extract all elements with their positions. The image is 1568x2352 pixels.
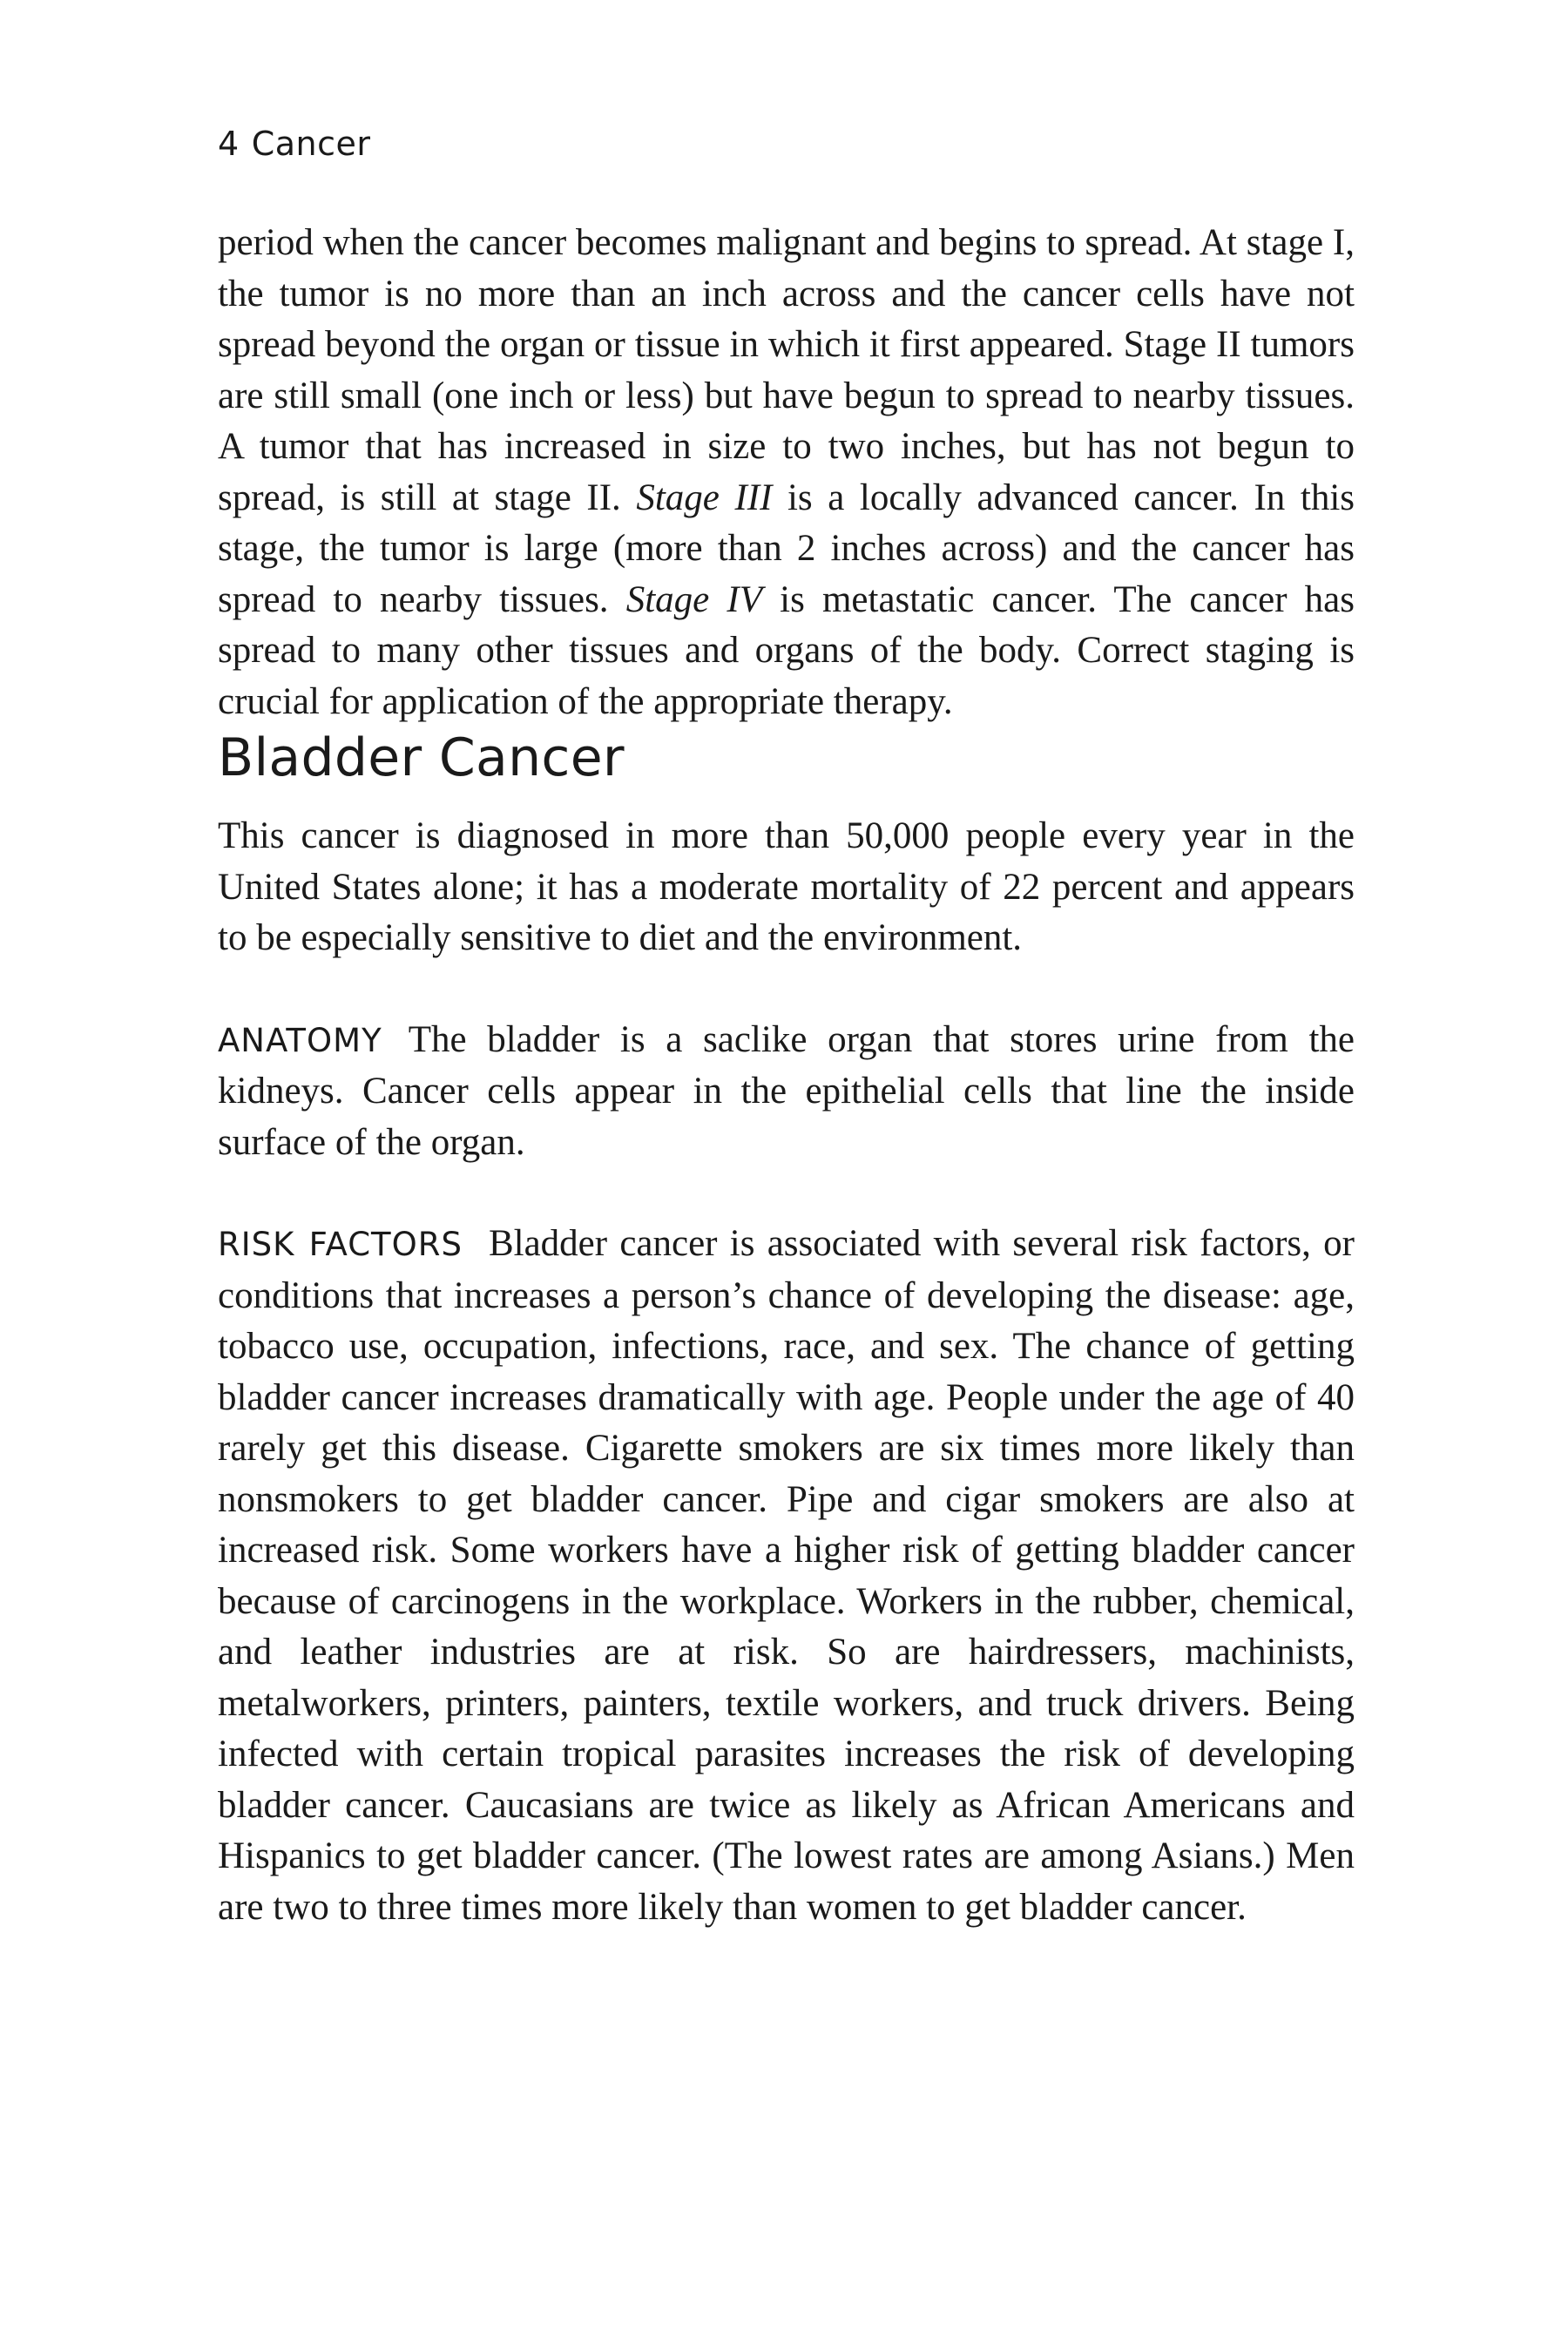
intro-text-part1: period when the cancer becomes malignant and begins to spread. At stage I, the tumor is no more than an inch across and the cancer cells have not spread beyond the organ or tissue in which it first appeared. Stage II tumors are still small (one inch or less) but have begun to spread to nearby tissues. A tumor that has increased in size to two inches, but has not begun to spread, is still at stage II.: [218, 222, 1355, 518]
running-head: [218, 122, 1355, 166]
anatomy-paragraph: [218, 1015, 1355, 1169]
risk-factors-text: Bladder cancer is associated with several risk factors, or conditions that increases a person’s chance of developing the disease: age, tobacco use, occupation, infections, race, and sex. The chance of getting bladder cancer increases dramatically with age. People under the age of 40 rarely get this disease. Cigarette smokers are six times more likely than nonsmokers to get bladder cancer. Pipe and cigar smokers are also at increased risk. Some workers have a higher risk of getting bladder cancer because of carcinogens in the workplace. Workers in the rubber, chemical, and leather industries are at risk. So are hairdressers, machinists, metalworkers, printers, painters, textile workers, and truck drivers. Being infected with certain tropical parasites increases the risk of developing bladder cancer. Caucasians are twice as likely as African Americans and Hispanics to get bladder cancer. (The lowest rates are among Asians.) Men are two to three times more likely than women to get bladder cancer.: [218, 1223, 1355, 1928]
lead-paragraph: This cancer is diagnosed in more than 50,000 people every year in the United States alone; it has a moderate mortality of 22 percent and appears to be especially sensitive to diet and the environment.: [218, 815, 1355, 958]
intro-paragraph: [218, 218, 1355, 727]
intro-text-part2: is a locally advanced cancer. In this stage, the tumor is large (more than 2 inches across) and the cancer has spread to nearby tissues.: [218, 476, 1355, 620]
anatomy-text: The bladder is a saclike organ that stores urine from the kidneys. Cancer cells appear in the epithelial cells that line the inside surface of the organ.: [218, 1018, 1355, 1163]
stage-iii-term: Stage III: [636, 476, 773, 518]
intro-text-part3: is metastatic cancer. The cancer has spread to many other tissues and organs of the body. Correct staging is crucial for application of the appropriate therapy.: [218, 578, 1355, 722]
risk-factors-paragraph: [218, 1219, 1355, 1933]
risk-factors-label: RISK FACTORS: [218, 1226, 463, 1263]
stage-iv-term: Stage IV: [625, 578, 762, 620]
anatomy-label: ANATOMY: [218, 1021, 382, 1059]
section-title: Bladder Cancer: [218, 727, 625, 788]
running-title: Cancer: [251, 125, 371, 163]
page-number: 4: [218, 125, 240, 163]
book-page: [218, 122, 1355, 1933]
